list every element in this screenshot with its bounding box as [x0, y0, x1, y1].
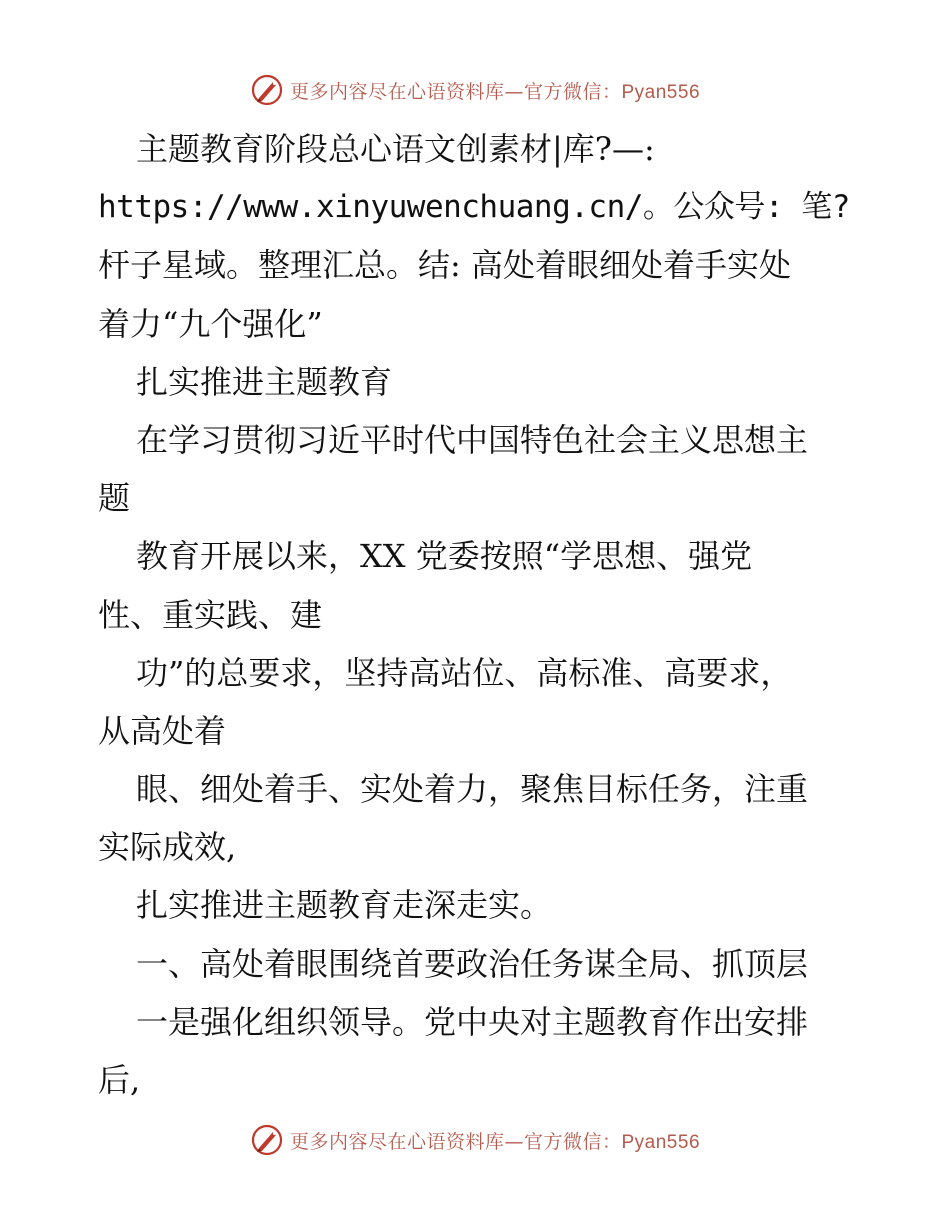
text-line: 一是强化组织领导。党中央对主题教育作出安排 — [136, 1002, 809, 1041]
wechat-id: Pyan556 — [621, 1131, 701, 1153]
text-line: 后, — [98, 1061, 141, 1099]
text-line: 题 — [98, 479, 131, 518]
text-line-url: https://www.xinyuwenchuang.cn/。公众号: 笔? — [98, 189, 850, 226]
text-line: 眼、细处着手、实处着力，聚焦目标任务，注重 — [136, 770, 809, 809]
text-line: 杆子星域。整理汇总。结: 高处着眼细处着手实处 — [98, 246, 791, 285]
text-line: 实际成效, — [98, 828, 237, 867]
text-line: 功”的总要求，坚持高站位、高标准、高要求， — [136, 653, 793, 692]
text-line: 从高处着 — [98, 711, 227, 750]
banner-text: 更多内容尽在心语资料库—官方微信：Pyan556 — [289, 1130, 701, 1153]
pen-logo-icon — [250, 73, 284, 107]
section-heading: 扎实推进主题教育 — [136, 362, 393, 401]
text-line: 在学习贯彻习近平时代中国特色社会主义思想主 — [136, 420, 809, 459]
text-line: 主题教育阶段总心语文创素材|库?—: — [136, 130, 655, 168]
pen-logo-icon — [250, 1123, 284, 1157]
text-line: 教育开展以来，XX 党委按照“学思想、强党 — [136, 537, 753, 576]
wechat-id: Pyan556 — [621, 81, 701, 103]
footer-banner — [0, 1120, 950, 1160]
text-line: 着力“九个强化” — [98, 304, 323, 343]
text-line: 性、重实践、建 — [98, 595, 323, 634]
text-line: 扎实推进主题教育走深走实。 — [136, 886, 553, 925]
header-banner — [0, 70, 950, 110]
document-body — [98, 120, 858, 1109]
banner-text: 更多内容尽在心语资料库—官方微信：Pyan556 — [289, 80, 701, 103]
section-heading: 一、高处着眼围绕首要政治任务谋全局、抓顶层 — [136, 944, 809, 983]
